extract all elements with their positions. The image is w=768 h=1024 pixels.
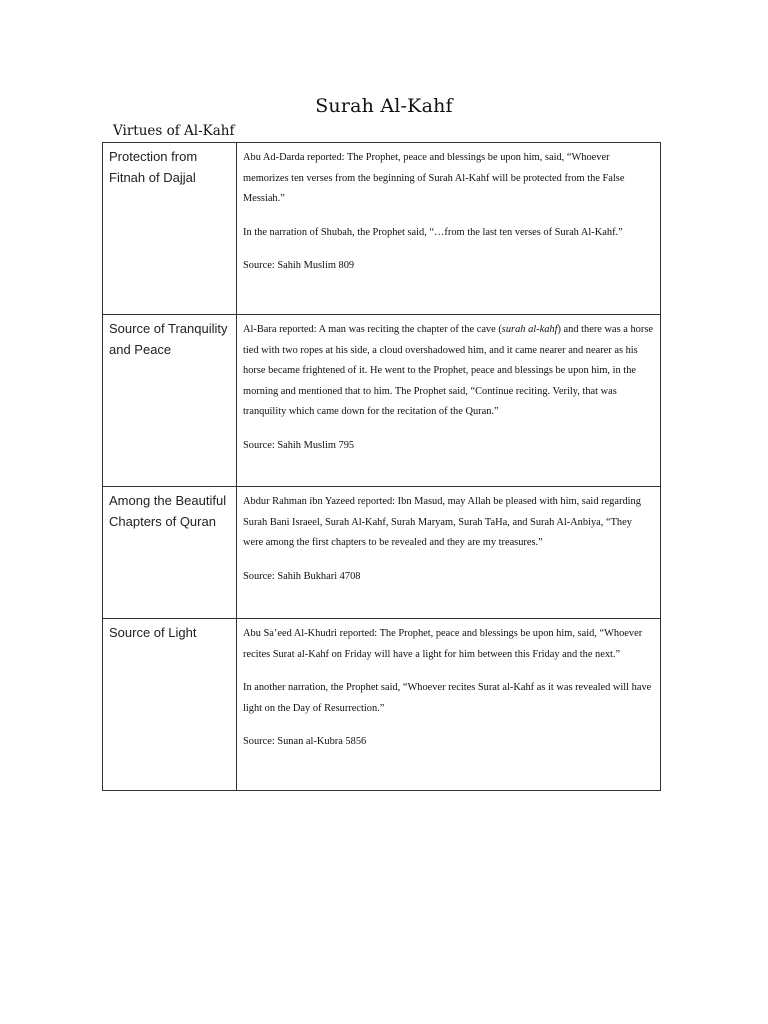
narration-paragraph bbox=[243, 320, 654, 423]
source-citation: Source: Sunan al-Kubra 5856 bbox=[243, 736, 367, 747]
topic-cell: Protection from Fitnah of Dajjal bbox=[103, 143, 237, 315]
table-row bbox=[103, 487, 661, 619]
narration-text: ) and there was a horse tied with two ropes at his side, a cloud overshadowed him, and it came nearer and nearer as his horse became frightened of it. He went to the Prophet, peace and blessings be upon him, in the morning and mentioned that to him. The Prophet said, “Continue reciting. Verily, that was tranquility which came down for the recitation of the Quran.” bbox=[243, 324, 653, 417]
virtues-table bbox=[102, 142, 661, 791]
narration-text: Al-Bara reported: A man was reciting the chapter of the cave ( bbox=[243, 324, 502, 335]
narration-cell bbox=[237, 487, 661, 619]
table-row bbox=[103, 315, 661, 487]
narration-paragraph: In the narration of Shubah, the Prophet said, “…from the last ten verses of Surah Al-Kahf.” bbox=[243, 226, 623, 238]
topic-cell: Source of Tranquility and Peace bbox=[103, 315, 237, 487]
narration-cell bbox=[237, 143, 661, 315]
narration-cell bbox=[237, 315, 661, 487]
narration-paragraph: Abdur Rahman ibn Yazeed reported: Ibn Masud, may Allah be pleased with him, said regarding Surah Bani Israeel, Surah Al-Kahf, Surah Maryam, Surah TaHa, and Surah Al-Anbiya, “They were among the first chapters to be revealed and they are my treasures.” bbox=[243, 496, 641, 548]
table-row bbox=[103, 143, 661, 315]
topic-cell: Among the Beautiful Chapters of Quran bbox=[103, 487, 237, 619]
source-citation: Source: Sahih Muslim 795 bbox=[243, 439, 355, 451]
table-row bbox=[103, 619, 661, 791]
narration-paragraph: Abu Ad-Darda reported: The Prophet, peace and blessings be upon him, said, “Whoever memorizes ten verses from the beginning of Surah Al-Kahf will be protected from the False Messiah.” bbox=[243, 152, 625, 204]
source-citation: Source: Sahih Bukhari 4708 bbox=[243, 570, 361, 582]
source-citation: Source: Sahih Muslim 809 bbox=[243, 260, 355, 271]
page-title: Surah Al-Kahf bbox=[315, 95, 453, 117]
narration-cell bbox=[237, 619, 661, 791]
narration-paragraph: Abu Sa’eed Al-Khudri reported: The Prophet, peace and blessings be upon him, said, “Whoever recites Surat al-Kahf on Friday will have a light for him between this Friday and the next.” bbox=[243, 628, 643, 660]
narration-italic-text: surah al-kahf bbox=[501, 324, 558, 335]
narration-paragraph: In another narration, the Prophet said, “Whoever recites Surat al-Kahf as it was revealed will have light on the Day of Resurrection.” bbox=[243, 682, 652, 714]
section-heading: Virtues of Al-Kahf bbox=[113, 123, 235, 139]
topic-cell: Source of Light bbox=[103, 619, 237, 791]
